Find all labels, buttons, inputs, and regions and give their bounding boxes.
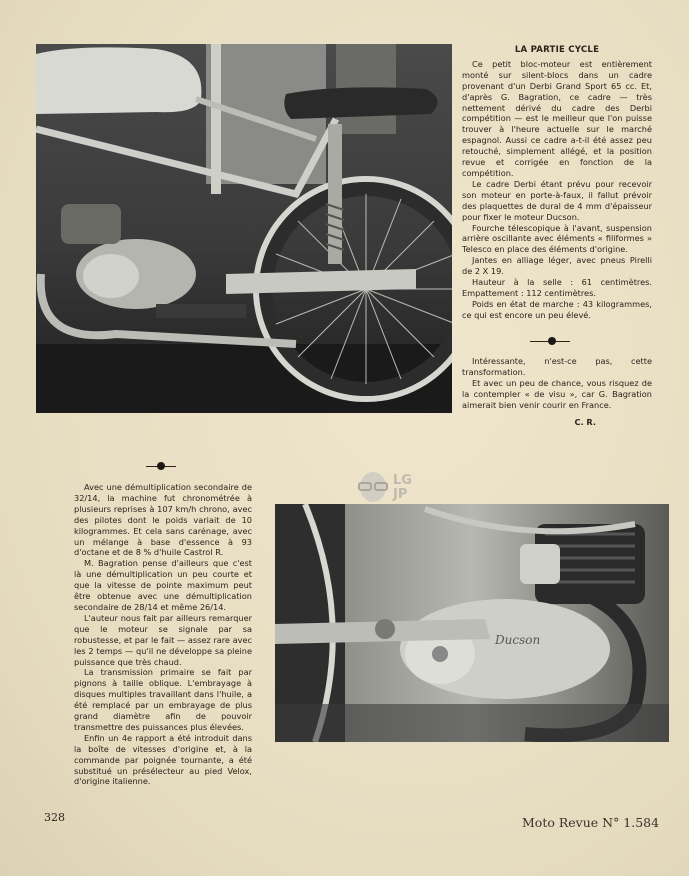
paragraph: Enfin un 4e rapport a été introduit dans la boîte de vitesses d'origine et, à la commande par poignée tournante, a été substitué un présélecteur au pied Velox, d'origine italienne.: [74, 732, 252, 787]
paragraph: Ce petit bloc-moteur est entièrement monté sur silent-blocs dans un cadre provenant d'un Derbi Grand Sport 65 cc. Et, d'après G. Bagration, ce cadre — très nettement dérivé du cadre des Derbi compétition — est le meilleur que l'on puisse trouver à l'heure actuelle sur le marché espagnol. Aussi ce cadre a-t-il été assez peu retouché, simplement allégé, et la position revue et corrigée en fonction de la compétition.: [462, 58, 652, 178]
paragraph: Fourche télescopique à l'avant, suspension arrière oscillante avec éléments « filiformes » Telesco en place des éléments d'origine.: [462, 222, 652, 255]
motorcycle-photo-top: [36, 44, 452, 413]
paragraph: La transmission primaire se fait par pignons à taille oblique. L'embrayage à disques multiples travaillant dans l'huile, a été remplacé par un embrayage de plus grand diamètre afin de pouvoir transmettre des puissances plus élevées.: [74, 667, 252, 732]
watermark-text-1: LG: [393, 473, 412, 488]
paragraph: Hauteur à la selle : 61 centimètres. Empattement : 112 centimètres.: [462, 277, 652, 298]
paragraph: Et avec un peu de chance, vous risquez de la contempler « de visu », car G. Bagration aimerait bien venir courir en France.: [462, 377, 652, 410]
magazine-issue: Moto Revue N° 1.584: [522, 815, 660, 830]
left-text-column: [74, 482, 252, 787]
page-number: 328: [44, 811, 65, 824]
engine-photo-bottom: [275, 504, 669, 742]
paragraph: M. Bagration pense d'ailleurs que c'est là une démultiplication un peu courte et que la vitesse de pointe maximum peut être obtenue avec une démultiplication secondaire de 28/14 et même 26/14.: [74, 558, 252, 612]
separator-right: [530, 337, 570, 345]
right-text-column-2: [462, 356, 652, 427]
ducson-logo: Ducson: [495, 633, 541, 647]
separator-dot: [157, 462, 165, 470]
engine-closeup-illustration: [275, 504, 669, 742]
paragraph: Le cadre Derbi étant prévu pour recevoir son moteur en porte-à-faux, il fallut prévoir des plaquettes de dural de 4 mm d'épaisseur pour fixer le moteur Ducson.: [462, 178, 652, 222]
separator-dot: [548, 337, 556, 345]
paragraph: Intéressante, n'est-ce pas, cette transformation.: [462, 356, 652, 377]
paragraph: Jantes en alliage léger, avec pneus Pirelli de 2 X 19.: [462, 255, 652, 277]
author-signature: C. R.: [574, 416, 596, 427]
paragraph: Avec une démultiplication secondaire de 32/14, la machine fut chronométrée à plusieurs reprises à 107 km/h chrono, avec des pilotes dont le poids variait de 10 kilogrammes. Et cela sans carénage, avec un mélange à base d'essence à 93 d'octane et de 8 % d'huile Castrol R.: [74, 482, 252, 558]
motorcycle-side-illustration: [36, 44, 452, 413]
watermark-text-2: JP: [393, 487, 408, 502]
section-heading: LA PARTIE CYCLE: [514, 45, 600, 55]
paragraph: L'auteur nous fait par ailleurs remarquer que le moteur se signale par sa robustesse, et par le fait — assez rare avec les 2 temps — qu'il ne développe sa pleine puissance que très chaud.: [74, 612, 252, 667]
paragraph: Poids en état de marche : 43 kilogrammes, ce qui est encore un peu élevé.: [462, 298, 652, 320]
right-text-column: [462, 45, 652, 321]
separator-left: [146, 462, 176, 470]
